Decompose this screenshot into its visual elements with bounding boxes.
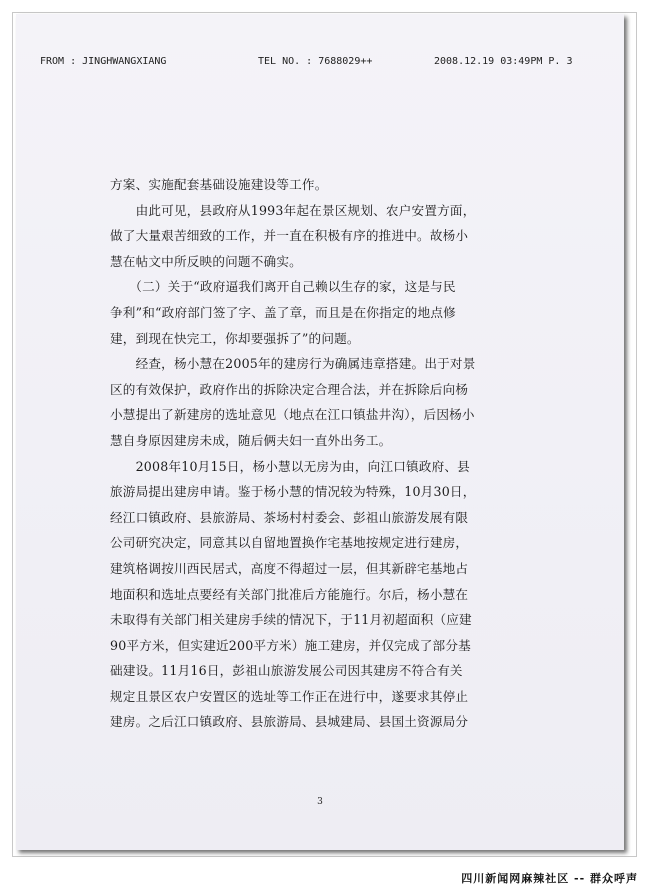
- text-line: 由此可见，县政府从1993年起在景区规划、农户安置方面，: [110, 202, 476, 218]
- fax-date-page: 2008.12.19 03:49PM P. 3: [434, 56, 573, 67]
- text-line: 区的有效保护，政府作出的拆除决定合理合法，并在拆除后向杨: [110, 381, 469, 397]
- text-line: 规定且景区农户安置区的选址等工作正在进行中，遂要求其停止: [110, 688, 469, 704]
- text-line: 建筑格调按川西民居式，高度不得超过一层，但其新辟宅基地占: [110, 560, 469, 576]
- text-line: 未取得有关部门相关建房手续的情况下，于11月初超面积（应建: [110, 612, 472, 628]
- text-line: 2008年10月15日，杨小慧以无房为由，向江口镇政府、县: [110, 458, 470, 474]
- text-line: 旅游局提出建房申请。鉴于杨小慧的情况较为特殊，10月30日，: [110, 484, 476, 500]
- footer-caption: 四川新闻网麻辣社区 -- 群众呼声: [461, 872, 638, 885]
- fax-tel: TEL NO. : 7688029++: [258, 56, 373, 67]
- text-line: （二）关于“政府逼我们离开自己赖以生存的家，这是与民: [110, 279, 456, 295]
- document-body: [110, 172, 570, 735]
- fax-from: FROM : JINGHWANGXIANG: [40, 56, 167, 67]
- text-line: 90平方米，但实建近200平方米）施工建房，并仅完成了部分基: [110, 637, 471, 653]
- text-line: 经江口镇政府、县旅游局、茶场村村委会、彭祖山旅游发展有限: [110, 509, 469, 525]
- text-line: 方案、实施配套基础设施建设等工作。: [110, 177, 328, 192]
- text-line: 建房。之后江口镇政府、县旅游局、县城建局、县国土资源局分: [110, 714, 469, 730]
- scanned-fax-page: [16, 14, 624, 850]
- text-line: 小慧提出了新建房的选址意见（地点在江口镇盐井沟），后因杨小: [110, 407, 475, 423]
- text-line: 争利”和“政府部门签了字、盖了章，而且是在你指定的地点修: [110, 304, 456, 320]
- text-line: 础建设。11月16日，彭祖山旅游发展公司因其建房不符合有关: [110, 663, 463, 679]
- text-line: 建，到现在快完工，你却要强拆了”的问题。: [110, 330, 360, 346]
- text-line: 慧在帖文中所反映的问题不确实。: [110, 253, 302, 269]
- page-number: 3: [317, 797, 323, 807]
- text-line: 地面积和选址点要经有关部门批准后方能施行。尔后，杨小慧在: [110, 586, 469, 602]
- text-line: 慧自身原因建房未成，随后俩夫妇一直外出务工。: [110, 432, 392, 448]
- text-line: 经查，杨小慧在2005年的建房行为确属违章搭建。出于对景: [110, 356, 476, 372]
- text-line: 公司研究决定，同意其以自留地置换作宅基地按规定进行建房，: [110, 535, 469, 551]
- text-line: 做了大量艰苦细致的工作，并一直在积极有序的推进中。故杨小: [110, 228, 469, 244]
